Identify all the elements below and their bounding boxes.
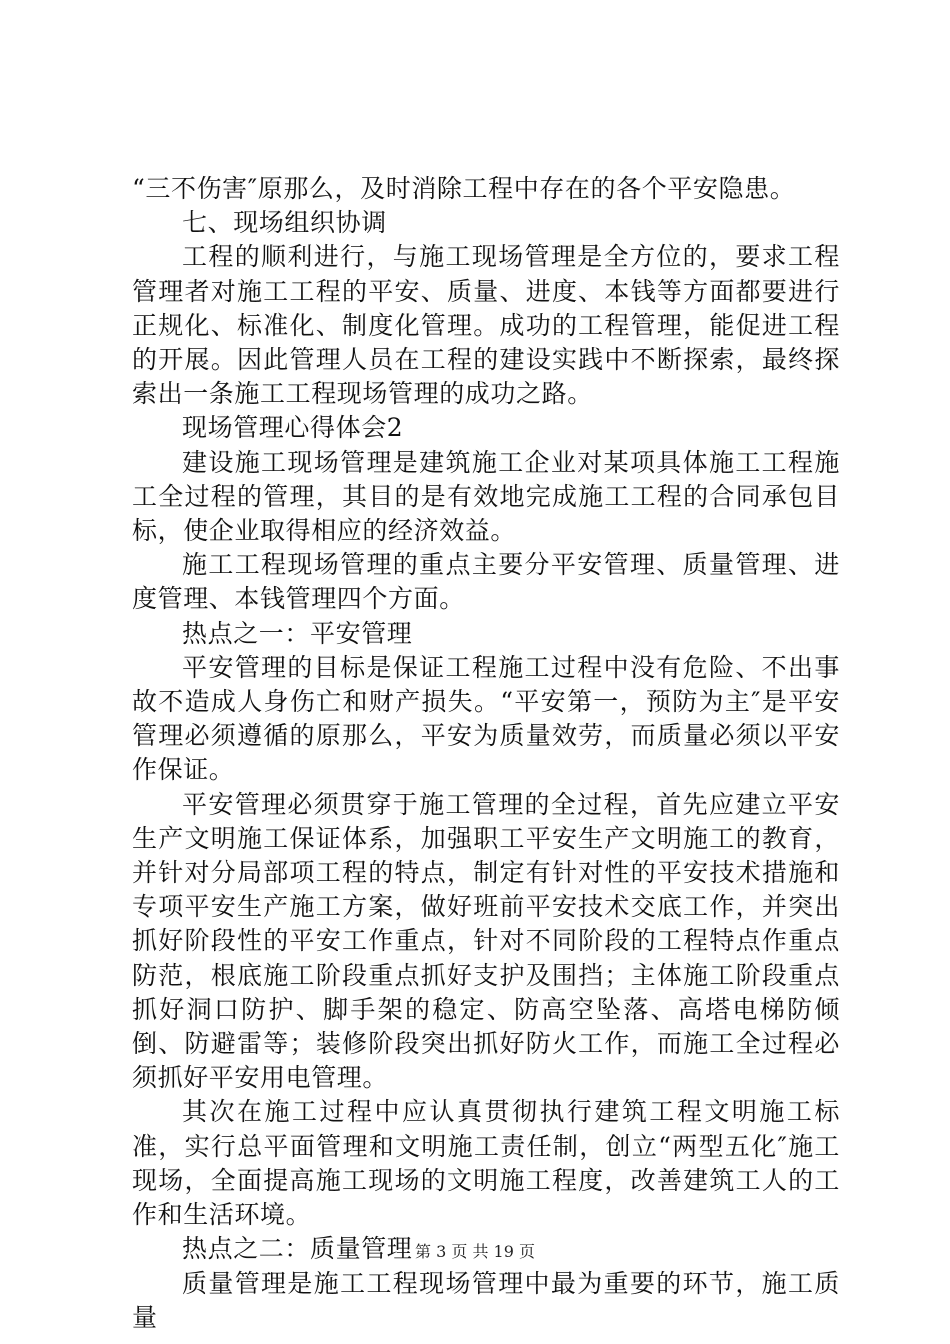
page-footer [0,1242,950,1262]
section-heading: 七、现场组织协调 [182,208,387,238]
paragraph: “三不伤害″原那么，及时消除工程中存在的各个平安隐患。 [132,174,796,203]
page-number: 第 3 页 共 19 页 [415,1242,535,1261]
section-heading: 热点之一：平安管理 [182,618,413,648]
paragraph: 平安管理必须贯穿于施工管理的全过程，首先应建立平安生产文明施工保证体系，加强职工平安生产文明施工的教育，并针对分局部项工程的特点，制定有针对性的平安技术措施和专项平安生产施工方案，做好班前平安技术交底工作，并突出抓好阶段性的平安工作重点，针对不同阶段的工程特点作重点防范，根底施工阶段重点抓好支护及围挡；主体施工阶段重点抓好洞口防护、脚手架的稳定、防高空坠落、高塔电梯防倾倒、防避雷等；装修阶段突出抓好防火工作，而施工全过程必须抓好平安用电管理。 [132,789,840,1093]
paragraph: 质量管理是施工工程现场管理中最为重要的环节，施工质量 [132,1268,840,1332]
paragraph: 其次在施工过程中应认真贯彻执行建筑工程文明施工标准，实行总平面管理和文明施工责任制，创立“两型五化″施工现场，全面提高施工现场的文明施工程度，改善建筑工人的工作和生活环境。 [132,1097,840,1230]
paragraph: 建设施工现场管理是建筑施工企业对某项具体施工工程施工全过程的管理，其目的是有效地完成施工工程的合同承包目标，使企业取得相应的经济效益。 [132,447,840,546]
paragraph: 施工工程现场管理的重点主要分平安管理、质量管理、进度管理、本钱管理四个方面。 [132,550,840,614]
section-heading: 现场管理心得体会2 [182,413,404,443]
paragraph: 平安管理的目标是保证工程施工过程中没有危险、不出事故不造成人身伤亡和财产损失。“平安第一，预防为主″是平安管理必须遵循的原那么，平安为质量效劳，而质量必须以平安作保证。 [132,652,840,785]
section-heading: 热点之二：质量管理 [182,1234,413,1264]
document-body [132,172,840,1335]
paragraph: 工程的顺利进行，与施工现场管理是全方位的，要求工程管理者对施工工程的平安、质量、进度、本钱等方面都要进行正规化、标准化、制度化管理。成功的工程管理，能促进工程的开展。因此管理人员在工程的建设实践中不断探索，最终探索出一条施工工程现场管理的成功之路。 [132,242,840,409]
